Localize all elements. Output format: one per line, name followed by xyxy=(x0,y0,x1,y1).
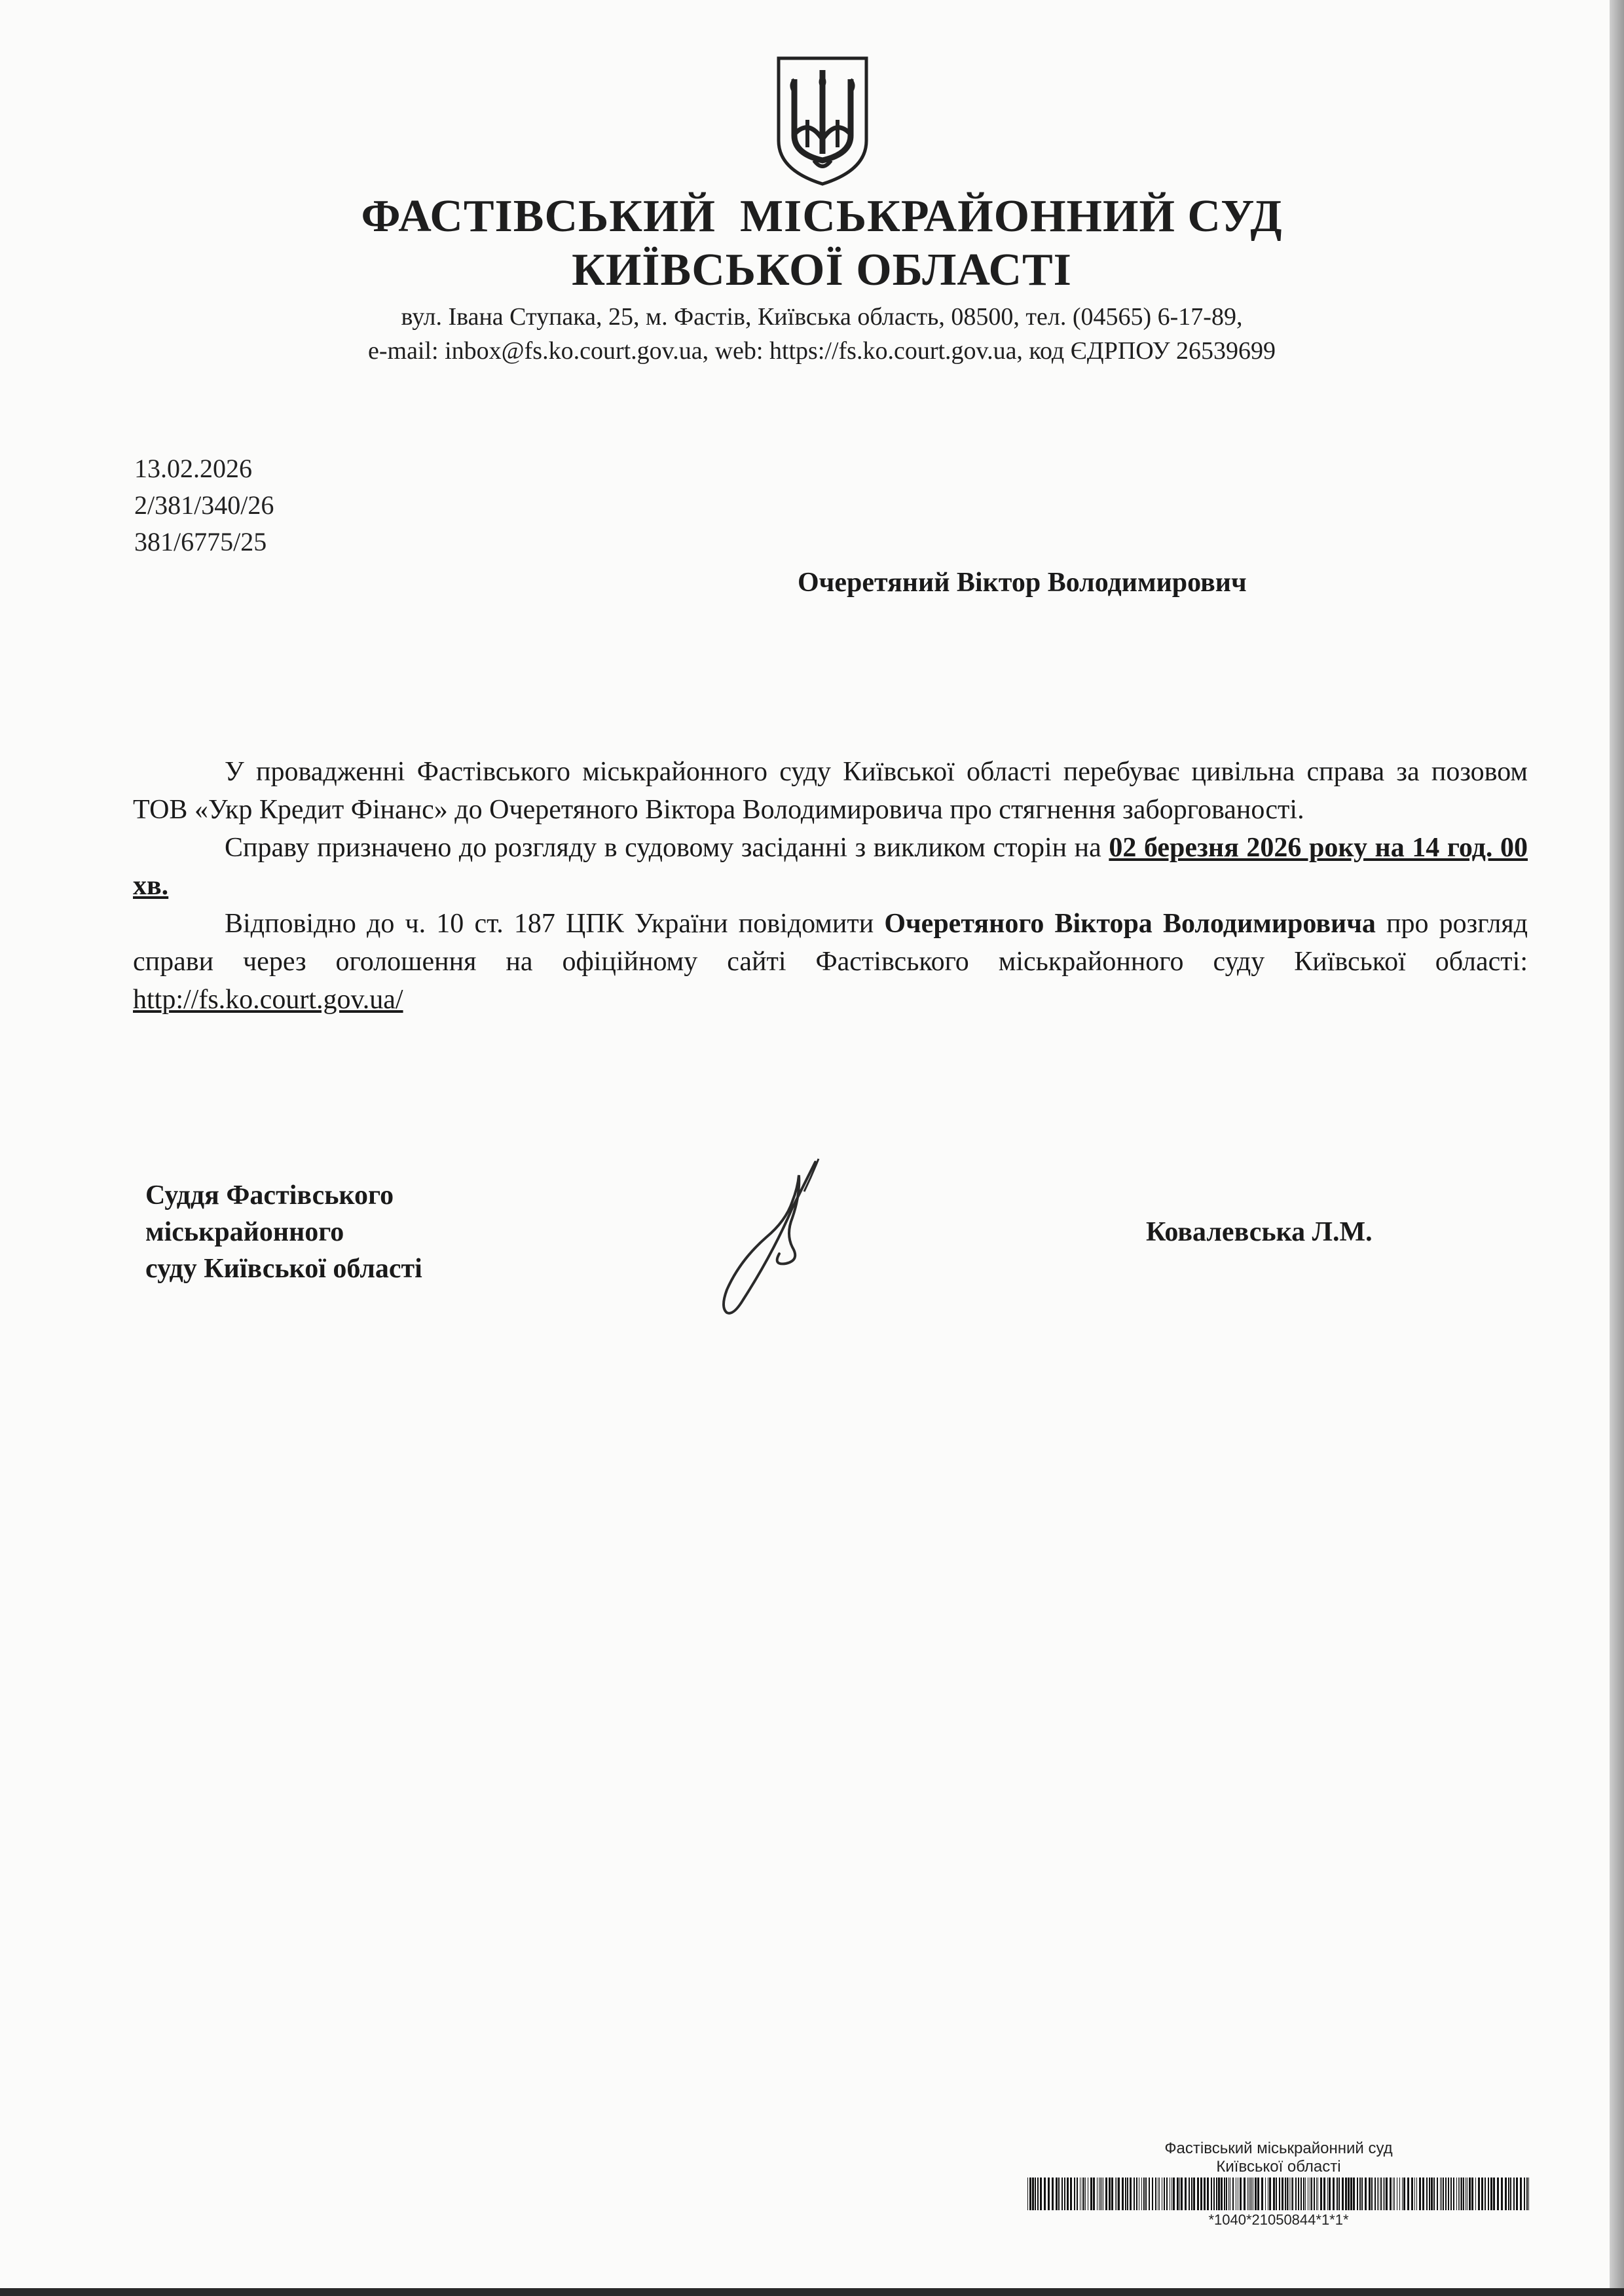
barcode-bar xyxy=(1232,2178,1234,2210)
barcode-bar xyxy=(1411,2178,1413,2210)
barcode-bar xyxy=(1456,2178,1457,2210)
barcode-bar xyxy=(1100,2178,1101,2210)
court-name-line-2: КИЇВСЬКОЇ ОБЛАСТІ xyxy=(572,245,1072,295)
barcode-bar xyxy=(1316,2178,1317,2210)
barcode-bar xyxy=(1520,2178,1522,2210)
barcode-bar xyxy=(1211,2178,1212,2210)
letter-body xyxy=(133,753,1528,1019)
barcode-bar xyxy=(1155,2178,1156,2210)
document-references xyxy=(134,450,274,560)
barcode-bar xyxy=(1516,2178,1518,2210)
barcode-bar xyxy=(1273,2178,1275,2210)
body-paragraph-2 xyxy=(133,829,1528,905)
barcode-bar xyxy=(1083,2178,1084,2210)
barcode-bar xyxy=(1056,2178,1058,2210)
barcode-bar xyxy=(1164,2178,1165,2210)
barcode-bar xyxy=(1228,2178,1229,2210)
barcode-bar xyxy=(1295,2178,1297,2210)
barcode-bar xyxy=(1216,2178,1217,2210)
court-address-line-1: вул. Івана Ступака, 25, м. Фастів, Київська область, 08500, тел. (04565) 6-17-89, xyxy=(401,303,1243,331)
body-paragraph-1: У провадженні Фастівського міськрайонного суду Київської області перебуває цивільна справа за позовом ТОВ «Укр Кредит Фінанс» до Очеретяного Віктора Володимировича про стягнення заборгованості. xyxy=(133,757,1528,825)
barcode-bar xyxy=(1528,2178,1529,2210)
barcode-bar xyxy=(1407,2178,1409,2210)
barcode-bar xyxy=(1361,2178,1363,2210)
body-paragraph-3 xyxy=(133,905,1528,1019)
barcode-bar xyxy=(1064,2178,1065,2210)
barcode-bar xyxy=(1173,2178,1175,2210)
scan-edge-right xyxy=(1610,0,1624,2296)
barcode-bar xyxy=(1426,2178,1428,2210)
barcode-bar xyxy=(1189,2178,1190,2210)
barcode-bar xyxy=(1224,2178,1225,2210)
court-name-line-1: ФАСТІВСЬКИЙ МІСЬКРАЙОННИЙ СУД xyxy=(361,191,1283,242)
barcode-bar xyxy=(1097,2178,1098,2210)
barcode-bar xyxy=(1115,2178,1116,2210)
barcode-bar xyxy=(1226,2178,1227,2210)
court-address-line-2: e-mail: inbox@fs.ko.court.gov.ua, web: https://fs.ko.court.gov.ua, код ЄДРПОУ 26539699 xyxy=(367,337,1276,365)
barcode-bar xyxy=(1394,2178,1395,2210)
barcode-bar xyxy=(1419,2178,1421,2210)
barcode-bar xyxy=(1279,2178,1280,2210)
outgoing-number: 2/381/340/26 xyxy=(134,490,274,520)
barcode-bar xyxy=(1437,2178,1438,2210)
barcode-bar xyxy=(1159,2178,1160,2210)
barcode-bar xyxy=(1301,2178,1302,2210)
barcode-bar xyxy=(1282,2178,1283,2210)
barcode-bar xyxy=(1448,2178,1449,2210)
barcode-bars xyxy=(1025,2178,1532,2210)
barcode-bar xyxy=(1111,2178,1113,2210)
court-name xyxy=(0,190,1624,297)
trident-coat-of-arms-icon xyxy=(775,56,870,187)
barcode-bar xyxy=(1251,2178,1252,2210)
barcode-bar xyxy=(1485,2178,1486,2210)
barcode-bar xyxy=(1416,2178,1417,2210)
barcode-bar xyxy=(1093,2178,1095,2210)
barcode-bar xyxy=(1200,2178,1202,2210)
barcode-bar xyxy=(1149,2178,1150,2210)
barcode-bar xyxy=(1386,2178,1388,2210)
court-address xyxy=(0,300,1624,368)
barcode-bar xyxy=(1125,2178,1126,2210)
judge-position xyxy=(145,1177,422,1287)
barcode-bar xyxy=(1085,2178,1086,2210)
barcode-bar xyxy=(1204,2178,1206,2210)
barcode-bar xyxy=(1276,2178,1277,2210)
barcode-bar xyxy=(1101,2178,1102,2210)
barcode-bar xyxy=(1221,2178,1223,2210)
barcode-bar xyxy=(1197,2178,1199,2210)
barcode-bar xyxy=(1471,2178,1473,2210)
barcode-bar xyxy=(1032,2178,1034,2210)
addressee: Очеретяний Віктор Володимирович xyxy=(798,568,1247,598)
barcode-bar xyxy=(1431,2178,1433,2210)
barcode-bar xyxy=(1136,2178,1137,2210)
barcode-bar xyxy=(1292,2178,1293,2210)
barcode-bar xyxy=(1070,2178,1072,2210)
barcode-bar xyxy=(1185,2178,1187,2210)
notice-text-start: Відповідно до ч. 10 ст. 187 ЦПК України повідомити xyxy=(225,909,885,939)
barcode-bar xyxy=(1218,2178,1220,2210)
barcode-bar xyxy=(1179,2178,1180,2210)
barcode-bar xyxy=(1345,2178,1347,2210)
barcode-bar xyxy=(1048,2178,1050,2210)
barcode-bar xyxy=(1193,2178,1195,2210)
barcode-bar xyxy=(1342,2178,1344,2210)
barcode-bar xyxy=(1029,2178,1031,2210)
barcode-bar xyxy=(1074,2178,1075,2210)
barcode-bar xyxy=(1402,2178,1403,2210)
hearing-datetime: 02 березня 2026 року на 14 год. 00 хв. xyxy=(133,833,1528,901)
barcode-bar xyxy=(1250,2178,1251,2210)
barcode-bar xyxy=(1152,2178,1153,2210)
barcode-bar xyxy=(1384,2178,1385,2210)
barcode-bar xyxy=(1298,2178,1299,2210)
defendant-name: Очеретяного Віктора Володимировича xyxy=(884,909,1376,939)
barcode-bar xyxy=(1414,2178,1415,2210)
barcode-bar xyxy=(1240,2178,1242,2210)
barcode-bar xyxy=(1143,2178,1145,2210)
barcode-bar xyxy=(1061,2178,1063,2210)
barcode-bar xyxy=(1490,2178,1492,2210)
barcode-bar xyxy=(1488,2178,1489,2210)
barcode-bar xyxy=(1323,2178,1325,2210)
barcode-bar xyxy=(1350,2178,1352,2210)
barcode-bar xyxy=(1244,2178,1246,2210)
barcode-bar xyxy=(1105,2178,1107,2210)
barcode-bar xyxy=(1077,2178,1078,2210)
barcode-bar xyxy=(1375,2178,1376,2210)
barcode-bar xyxy=(1433,2178,1435,2210)
document-date: 13.02.2026 xyxy=(134,454,252,483)
barcode-bar xyxy=(1090,2178,1092,2210)
judge-position-line-2: міськрайонного xyxy=(145,1217,344,1247)
barcode-bar xyxy=(1357,2178,1358,2210)
notice-text-mid: про розгляд справи через оголошення на офіційному сайті Фастівського міськрайонного суду Київської області: xyxy=(133,909,1528,977)
barcode-bar xyxy=(1303,2178,1304,2210)
barcode-bar xyxy=(1526,2178,1528,2210)
barcode-bar xyxy=(1269,2178,1271,2210)
barcode-bar xyxy=(1429,2178,1430,2210)
barcode-bar xyxy=(1134,2178,1135,2210)
barcode-bar xyxy=(1453,2178,1454,2210)
barcode-bar xyxy=(1311,2178,1312,2210)
scan-edge-bottom xyxy=(0,2288,1624,2296)
judge-name: Ковалевська Л.М. xyxy=(1146,1217,1373,1247)
barcode-bar xyxy=(1181,2178,1183,2210)
barcode-bar xyxy=(1513,2178,1515,2210)
barcode-bar xyxy=(1257,2178,1259,2210)
registration-barcode xyxy=(1025,2140,1532,2229)
barcode-bar xyxy=(1441,2178,1442,2210)
barcode-bar xyxy=(1403,2178,1405,2210)
court-website-link[interactable]: http://fs.ko.court.gov.ua/ xyxy=(133,985,403,1015)
barcode-bar xyxy=(1505,2178,1507,2210)
barcode-bar xyxy=(1338,2178,1340,2210)
barcode-bar xyxy=(1044,2178,1046,2210)
barcode-bar xyxy=(1027,2178,1028,2210)
barcode-bar xyxy=(1461,2178,1462,2210)
barcode-bar xyxy=(1130,2178,1132,2210)
barcode-bar xyxy=(1348,2178,1350,2210)
barcode-bar xyxy=(1213,2178,1215,2210)
barcode-bar xyxy=(1422,2178,1424,2210)
barcode-bar xyxy=(1450,2178,1452,2210)
barcode-bar xyxy=(1040,2178,1042,2210)
barcode-bar xyxy=(1118,2178,1120,2210)
barcode-bar xyxy=(1378,2178,1379,2210)
barcode-bar xyxy=(1177,2178,1179,2210)
barcode-bar xyxy=(1122,2178,1124,2210)
barcode-bar xyxy=(1265,2178,1266,2210)
barcode-bar xyxy=(1493,2178,1495,2210)
barcode-bar xyxy=(1478,2178,1480,2210)
barcode-bar xyxy=(1497,2178,1499,2210)
barcode-bar xyxy=(1255,2178,1257,2210)
barcode-bar xyxy=(1377,2178,1378,2210)
barcode-bar xyxy=(1390,2178,1392,2210)
barcode-bar xyxy=(1353,2178,1355,2210)
barcode-bar xyxy=(1058,2178,1060,2210)
barcode-code: *1040*21050844*1*1* xyxy=(1208,2212,1349,2228)
barcode-bar xyxy=(1380,2178,1382,2210)
barcode-org-line-2: Київської області xyxy=(1216,2158,1341,2176)
barcode-bar xyxy=(1052,2178,1054,2210)
barcode-bar xyxy=(1359,2178,1361,2210)
barcode-bar xyxy=(1141,2178,1142,2210)
barcode-bar xyxy=(1463,2178,1464,2210)
barcode-bar xyxy=(1247,2178,1248,2210)
barcode-bar xyxy=(1333,2178,1335,2210)
barcode-bar xyxy=(1508,2178,1509,2210)
handwritten-signature-icon xyxy=(688,1156,832,1326)
barcode-bar xyxy=(1145,2178,1147,2210)
barcode-bar xyxy=(1305,2178,1306,2210)
barcode-bar xyxy=(1399,2178,1400,2210)
barcode-bar xyxy=(1329,2178,1331,2210)
barcode-org-line-1: Фастівський міськрайонний суд xyxy=(1164,2140,1393,2157)
barcode-bar xyxy=(1475,2178,1476,2210)
judge-position-line-1: Суддя Фастівського xyxy=(145,1180,394,1211)
barcode-bar xyxy=(1510,2178,1511,2210)
barcode-bar xyxy=(1371,2178,1373,2210)
barcode-bar xyxy=(1285,2178,1286,2210)
barcode-bar xyxy=(1383,2178,1384,2210)
hearing-text: Справу призначено до розгляду в судовому засіданні з викликом сторін на xyxy=(225,833,1109,863)
judge-position-line-3: суду Київської області xyxy=(145,1254,422,1284)
barcode-bar xyxy=(1443,2178,1444,2210)
barcode-bar xyxy=(1369,2178,1371,2210)
barcode-bar xyxy=(1261,2178,1263,2210)
barcode-bar xyxy=(1207,2178,1209,2210)
barcode-bar xyxy=(1287,2178,1288,2210)
barcode-bar xyxy=(1458,2178,1459,2210)
barcode-bar xyxy=(1327,2178,1328,2210)
barcode-bar xyxy=(1440,2178,1441,2210)
barcode-bar xyxy=(1127,2178,1128,2210)
barcode-bar xyxy=(1524,2178,1525,2210)
barcode-bar xyxy=(1314,2178,1315,2210)
barcode-bar xyxy=(1166,2178,1168,2210)
barcode-bar xyxy=(1365,2178,1367,2210)
barcode-bar xyxy=(1067,2178,1069,2210)
barcode-bar xyxy=(1469,2178,1471,2210)
barcode-bar xyxy=(1320,2178,1322,2210)
case-number: 381/6775/25 xyxy=(134,527,267,556)
barcode-bar xyxy=(1445,2178,1447,2210)
barcode-bar xyxy=(1037,2178,1039,2210)
barcode-bar xyxy=(1035,2178,1036,2210)
barcode-bar xyxy=(1337,2178,1338,2210)
barcode-bar xyxy=(1191,2178,1192,2210)
barcode-bar xyxy=(1109,2178,1111,2210)
barcode-bar xyxy=(1501,2178,1503,2210)
barcode-bar xyxy=(1481,2178,1483,2210)
barcode-bar xyxy=(1116,2178,1117,2210)
